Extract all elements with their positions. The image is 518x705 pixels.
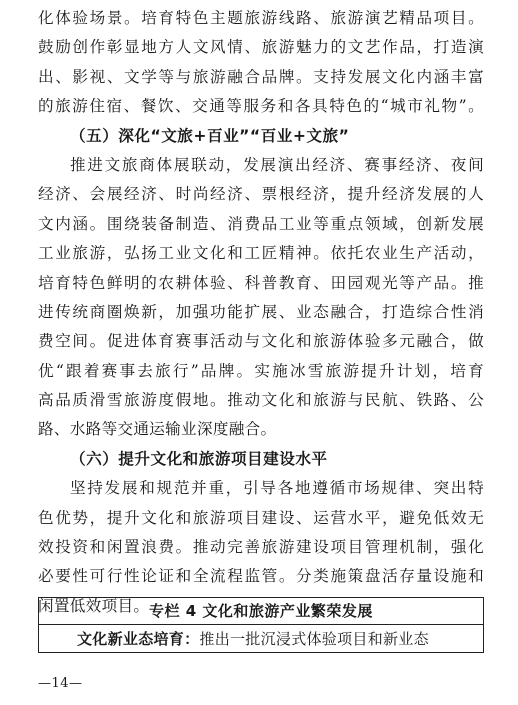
section-heading-5: （五）深化“文旅+百业”“百业+文旅” <box>70 126 350 145</box>
paragraph-line: 进传统商圈焕新，加强功能扩展、业态融合，打造综合性消 <box>38 302 484 321</box>
section-heading-6: （六）提升文化和旅游项目建设水平 <box>70 449 328 468</box>
paragraph-line: 化体验场景。培育特色主题旅游线路、旅游演艺精品项目。 <box>38 9 484 27</box>
paragraph-line: 的旅游住宿、餐饮、交通等服务和各具特色的“城市礼物”。 <box>38 97 484 116</box>
paragraph-line: 费空间。促进体育赛事活动与文化和旅游体验多元融合，做 <box>38 332 484 351</box>
paragraph-line: 必要性可行性论证和全流程监管。分类施策盘活存量设施和 <box>38 567 484 586</box>
paragraph-line: 高品质滑雪旅游度假地。推动文化和旅游与民航、铁路、公 <box>38 391 484 410</box>
paragraph-line: 坚持发展和规范并重，引导各地遵循市场规律、突出特 <box>70 479 484 498</box>
feature-box-text: 推出一批沉浸式体验项目和新业态 <box>199 630 429 648</box>
paragraph-line: 路、水路等交通运输业深度融合。 <box>38 420 277 439</box>
paragraph-line: 培育特色鲜明的农耕体验、科普教育、田园观光等产品。推 <box>38 273 484 292</box>
paragraph-line: 经济、会展经济、时尚经济、票根经济，提升经济发展的人 <box>38 185 484 204</box>
feature-box-title: 专栏 4 文化和旅游产业繁荣发展 <box>39 598 483 625</box>
page-number: —14— <box>38 676 83 691</box>
feature-box <box>38 597 484 653</box>
paragraph-line: 效投资和闲置浪费。推动完善旅游建设项目管理机制，强化 <box>38 538 484 557</box>
paragraph-line: 优“跟着赛事去旅行”品牌。实施冰雪旅游提升计划，培育 <box>38 361 484 380</box>
paragraph-line: 色优势，提升文化和旅游项目建设、运营水平，避免低效无 <box>38 508 484 527</box>
paragraph-line: 工业旅游，弘扬工业文化和工匠精神。依托农业生产活动， <box>38 244 484 263</box>
paragraph-line: 闲置低效项目。 <box>38 596 150 615</box>
feature-box-line <box>39 625 483 653</box>
paragraph-line: 文内涵。围绕装备制造、消费品工业等重点领域，创新发展 <box>38 214 484 233</box>
feature-box-keyword: 文化新业态培育： <box>77 630 200 648</box>
paragraph-line: 鼓励创作彰显地方人文风情、旅游魅力的文艺作品，打造演 <box>38 38 484 57</box>
paragraph-line: 出、影视、文学等与旅游融合品牌。支持发展文化内涵丰富 <box>38 67 484 86</box>
body-text <box>38 4 484 621</box>
paragraph-line: 推进文旅商体展联动，发展演出经济、赛事经济、夜间 <box>70 155 484 174</box>
